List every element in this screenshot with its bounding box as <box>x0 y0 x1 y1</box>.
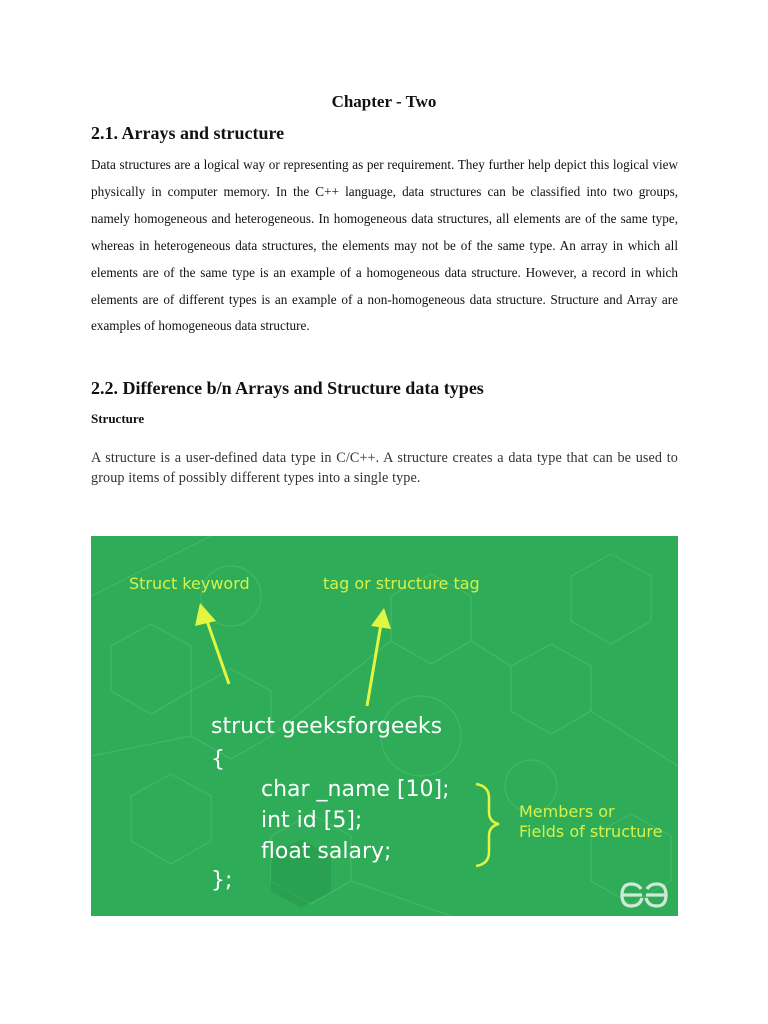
label-members-line1: Members or <box>519 802 615 821</box>
label-struct-keyword: Struct keyword <box>129 574 250 593</box>
subheading-structure: Structure <box>91 411 145 426</box>
section-heading-arrays-and-structure: 2.1. Arrays and structure <box>91 123 285 143</box>
geeksforgeeks-logo-icon <box>616 880 672 910</box>
struct-diagram-figure <box>91 536 678 916</box>
code-line-struct-declaration: struct geeksforgeeks <box>211 714 443 739</box>
code-line-member-id: int id [5]; <box>261 808 363 833</box>
code-line-close-brace: }; <box>211 868 233 893</box>
code-line-member-name: char _name [10]; <box>261 777 450 802</box>
arrow-to-keyword-icon <box>195 603 229 684</box>
label-structure-tag: tag or structure tag <box>323 574 480 593</box>
section-heading-difference: 2.2. Difference b/n Arrays and Structure data types <box>91 378 484 398</box>
label-members-line2: Fields of structure <box>519 822 663 841</box>
structure-definition: A structure is a user-defined data type in C/C++. A structure creates a data type that can be used to group items of possibly different types into a single type. <box>91 450 678 486</box>
code-line-open-brace: { <box>211 747 225 772</box>
brace-icon <box>476 784 499 866</box>
label-members <box>519 802 662 842</box>
chapter-title: Chapter - Two <box>331 92 437 111</box>
code-line-member-salary: float salary; <box>261 839 392 864</box>
intro-paragraph: Data structures are a logical way or representing as per requirement. They further help depict this logical view physically in computer memory. In the C++ language, data structures can be classified into two groups, namely homogeneous and heterogeneous. In homogeneous data structures, all elements are of the same type, whereas in heterogeneous data structures, the elements may not be of the same type. An array in which all elements are of the same type is an example of a homogeneous data structure. However, a record in which elements are of different types is an example of a non-homogeneous data structure. Structure and Array are examples of homogeneous data structure. <box>91 157 678 334</box>
